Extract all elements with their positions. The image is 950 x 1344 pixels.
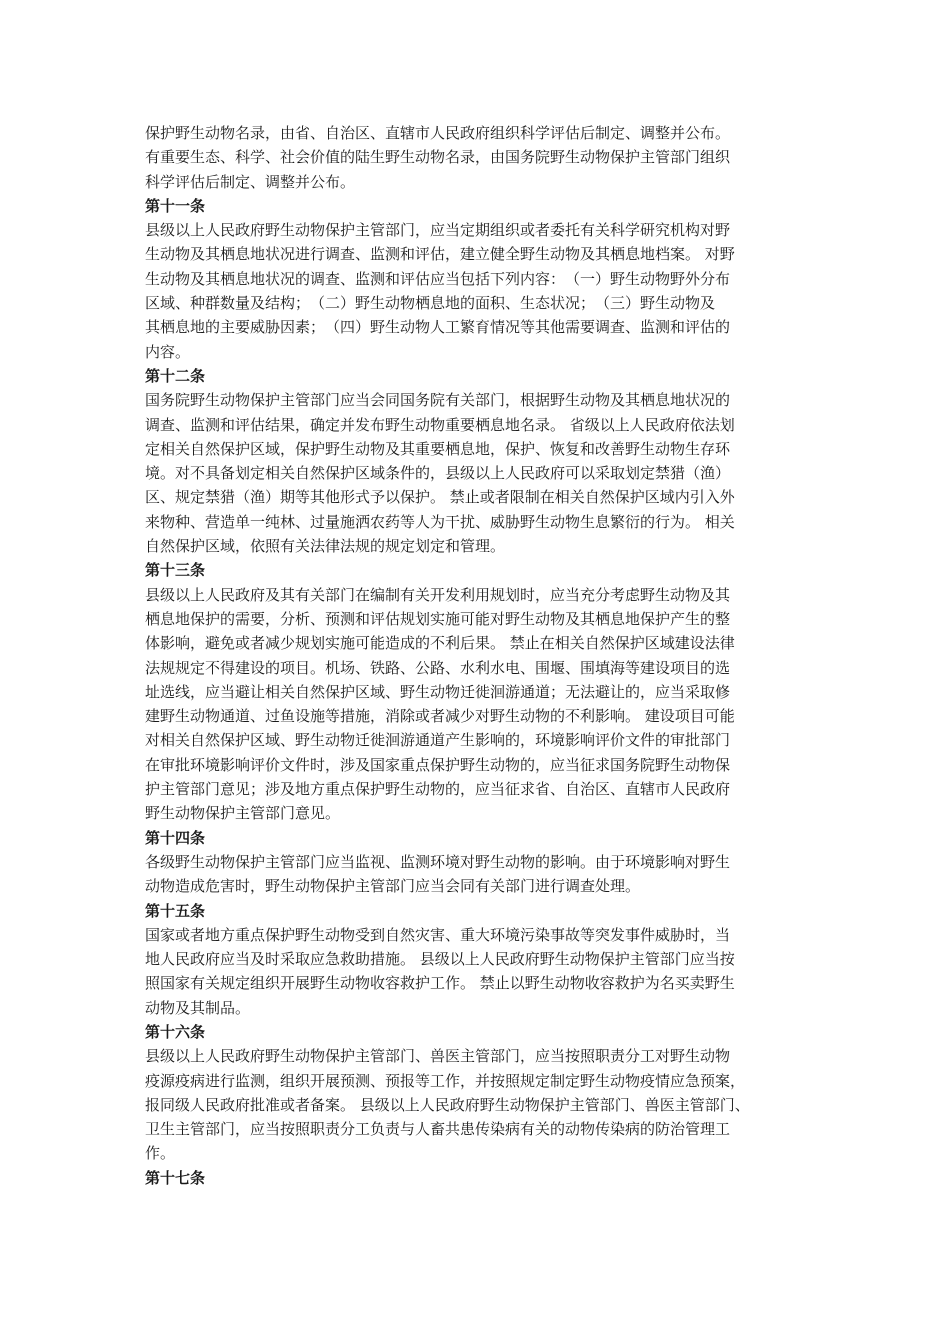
text-line: 来物种、营造单一纯林、过量施洒农药等人为干扰、威胁野生动物生息繁衍的行为。 相关 — [145, 512, 735, 531]
text-line: 在审批环境影响评价文件时，涉及国家重点保护野生动物的，应当征求国务院野生动物保 — [145, 755, 731, 774]
text-line: 有重要生态、科学、社会价值的陆生野生动物名录，由国务院野生动物保护主管部门组织 — [145, 148, 731, 167]
text-line: 定相关自然保护区域，保护野生动物及其重要栖息地，保护、恢复和改善野生动物生存环 — [145, 439, 731, 458]
article-heading: 第十二条 — [145, 366, 206, 385]
text-line: 自然保护区域，依照有关法律法规的规定划定和管理。 — [145, 537, 506, 556]
text-line: 对相关自然保护区域、野生动物迁徙洄游通道产生影响的，环境影响评价文件的审批部门 — [145, 731, 731, 750]
text-line: 建野生动物通道、过鱼设施等措施，消除或者减少对野生动物的不利影响。 建设项目可能 — [145, 707, 735, 726]
text-line: 保护野生动物名录，由省、自治区、直辖市人民政府组织科学评估后制定、调整并公布。 — [145, 124, 731, 142]
text-line: 报同级人民政府批准或者备案。 县级以上人民政府野生动物保护主管部门、兽医主管部门、 — [145, 1095, 750, 1114]
text-line: 作。 — [145, 1144, 176, 1163]
text-line: 生动物及其栖息地状况的调查、监测和评估应当包括下列内容： （一）野生动物野外分布 — [145, 269, 731, 288]
text-line: 县级以上人民政府野生动物保护主管部门、兽医主管部门，应当按照职责分工对野生动物 — [145, 1047, 731, 1066]
text-line: 疫源疫病进行监测，组织开展预测、预报等工作，并按照规定制定野生动物疫情应急预案， — [145, 1071, 746, 1090]
text-line: 照国家有关规定组织开展野生动物收容救护工作。 禁止以野生动物收容救护为名买卖野生 — [145, 974, 735, 993]
text-line: 区、规定禁猎（渔）期等其他形式予以保护。 禁止或者限制在相关自然保护区域内引入外 — [145, 488, 735, 507]
text-line: 法规规定不得建设的项目。机场、铁路、公路、水利水电、围堰、围填海等建设项目的选 — [145, 658, 731, 677]
text-line: 科学评估后制定、调整并公布。 — [145, 172, 356, 191]
text-line: 国家或者地方重点保护野生动物受到自然灾害、重大环境污染事故等突发事件威胁时，当 — [145, 925, 731, 944]
text-line: 栖息地保护的需要，分析、预测和评估规划实施可能对野生动物及其栖息地保护产生的整 — [145, 609, 731, 628]
text-line: 区域、种群数量及结构； （二）野生动物栖息地的面积、生态状况； （三）野生动物及 — [145, 294, 716, 313]
text-line: 内容。 — [145, 342, 191, 361]
article-heading: 第十三条 — [145, 561, 206, 580]
text-line: 动物造成危害时，野生动物保护主管部门应当会同有关部门进行调查处理。 — [145, 877, 641, 896]
text-line: 护主管部门意见；涉及地方重点保护野生动物的，应当征求省、自治区、直辖市人民政府 — [145, 780, 731, 799]
text-line: 卫生主管部门，应当按照职责分工负责与人畜共患传染病有关的动物传染病的防治管理工 — [145, 1120, 731, 1139]
article-heading: 第十一条 — [145, 196, 206, 215]
text-line: 动物及其制品。 — [145, 998, 251, 1017]
text-line: 县级以上人民政府及其有关部门在编制有关开发利用规划时，应当充分考虑野生动物及其 — [145, 585, 731, 604]
text-line: 地人民政府应当及时采取应急救助措施。 县级以上人民政府野生动物保护主管部门应当按 — [145, 950, 735, 969]
text-line: 野生动物保护主管部门意见。 — [145, 804, 341, 823]
text-line: 体影响，避免或者减少规划实施可能造成的不利后果。 禁止在相关自然保护区域建设法律 — [145, 634, 735, 653]
text-line: 调查、监测和评估结果，确定并发布野生动物重要栖息地名录。 省级以上人民政府依法划 — [145, 415, 735, 434]
article-heading: 第十五条 — [145, 901, 206, 920]
text-line: 址选线，应当避让相关自然保护区域、野生动物迁徙洄游通道；无法避让的，应当采取修 — [145, 682, 731, 701]
text-line: 国务院野生动物保护主管部门应当会同国务院有关部门，根据野生动物及其栖息地状况的 — [145, 391, 731, 410]
text-line: 境。对不具备划定相关自然保护区域条件的，县级以上人民政府可以采取划定禁猎（渔） — [145, 464, 731, 483]
document-page — [145, 121, 825, 1190]
text-line: 生动物及其栖息地状况进行调查、监测和评估，建立健全野生动物及其栖息地档案。 对野 — [145, 245, 735, 264]
article-heading: 第十七条 — [145, 1168, 206, 1187]
text-line: 各级野生动物保护主管部门应当监视、监测环境对野生动物的影响。由于环境影响对野生 — [145, 852, 731, 871]
text-line: 其栖息地的主要威胁因素； （四）野生动物人工繁育情况等其他需要调查、监测和评估的 — [145, 318, 731, 337]
article-heading: 第十四条 — [145, 828, 206, 847]
text-line: 县级以上人民政府野生动物保护主管部门，应当定期组织或者委托有关科学研究机构对野 — [145, 221, 731, 240]
article-heading: 第十六条 — [145, 1022, 206, 1041]
